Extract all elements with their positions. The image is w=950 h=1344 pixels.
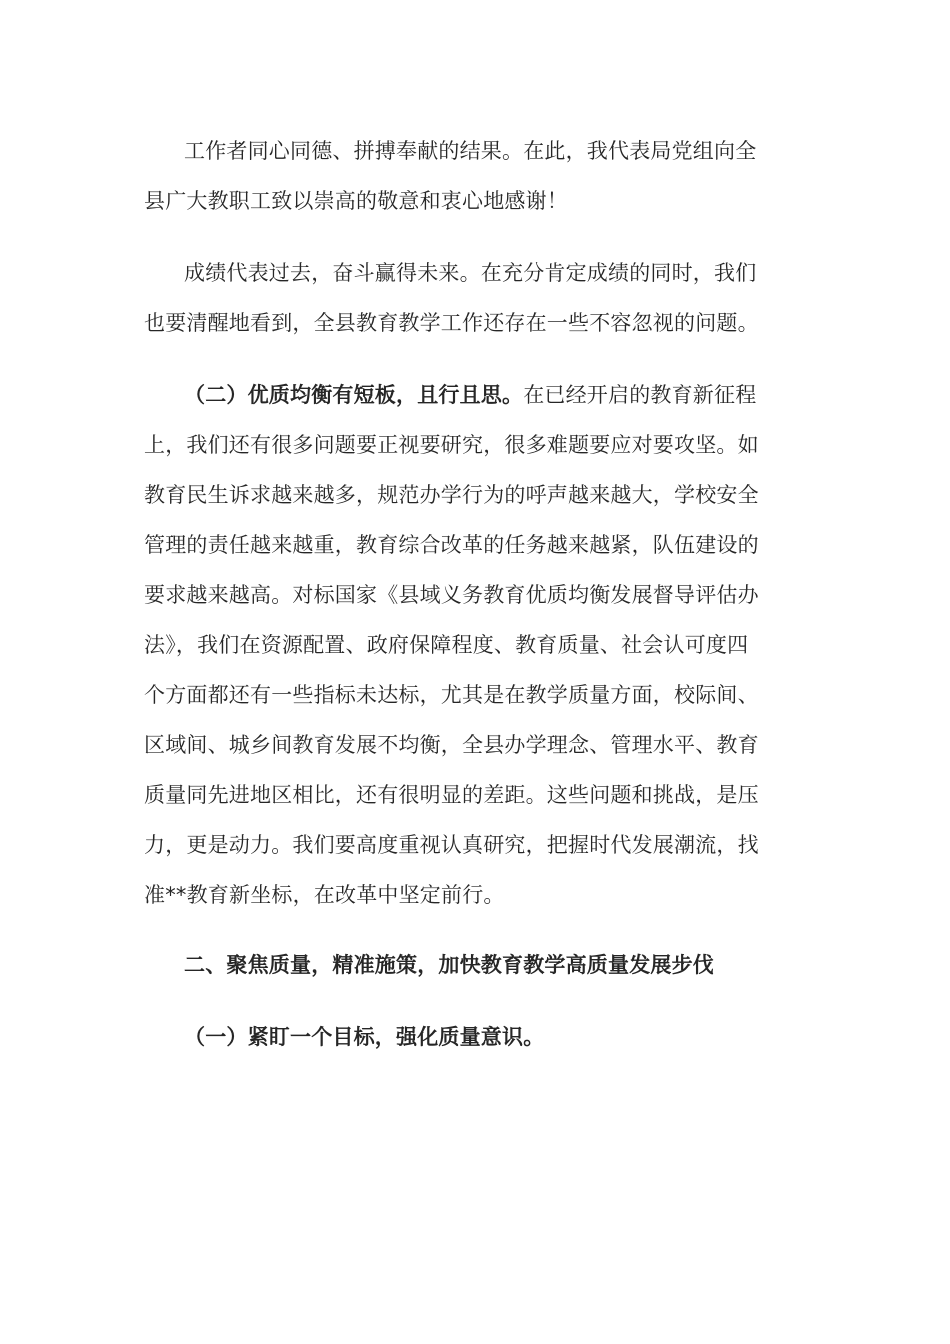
subsection-heading-1 <box>144 1012 806 1062</box>
paragraph-line: 要求越来越高。对标国家《县域义务教育优质均衡发展督导评估办 <box>144 583 759 607</box>
paragraph-line: 也要清醒地看到，全县教育教学工作还存在一些不容忽视的问题。 <box>144 311 759 335</box>
paragraph-line: 管理的责任越来越重，教育综合改革的任务越来越紧，队伍建设的 <box>144 533 759 557</box>
paragraph-quality-balance <box>144 370 806 920</box>
paragraph-line: 质量同先进地区相比，还有很明显的差距。这些问题和挑战，是压 <box>144 783 759 807</box>
paragraph-line: 个方面都还有一些指标未达标，尤其是在教学质量方面，校际间、 <box>144 683 759 707</box>
paragraph-problems-intro <box>144 248 806 348</box>
paragraph-line: 法》，我们在资源配置、政府保障程度、教育质量、社会认可度四 <box>144 633 749 657</box>
paragraph-line: 力，更是动力。我们要高度重视认真研究，把握时代发展潮流，找 <box>144 833 759 857</box>
paragraph-line: 上，我们还有很多问题要正视要研究，很多难题要应对要攻坚。如 <box>144 433 759 457</box>
paragraph-line: 成绩代表过去，奋斗赢得未来。在充分肯定成绩的同时，我们 <box>184 261 757 285</box>
paragraph-line <box>144 370 806 420</box>
paragraph-line: 县广大教职工致以崇高的敬意和衷心地感谢！ <box>144 189 568 213</box>
paragraph-line-rest: 在已经开启的教育新征程 <box>523 383 757 407</box>
paragraph-gratitude <box>144 126 806 226</box>
section-heading-text: 二、聚焦质量，精准施策，加快教育教学高质量发展步伐 <box>184 953 714 977</box>
subsection-heading-text: （一）紧盯一个目标，强化质量意识。 <box>184 1025 545 1049</box>
section-heading-2 <box>144 940 806 990</box>
paragraph-line: 工作者同心同德、拼搏奉献的结果。在此，我代表局党组向全 <box>184 139 757 163</box>
paragraph-line: 教育民生诉求越来越多，规范办学行为的呼声越来越大，学校安全 <box>144 483 759 507</box>
paragraph-line: 区域间、城乡间教育发展不均衡，全县办学理念、管理水平、教育 <box>144 733 759 757</box>
paragraph-lead-heading: （二）优质均衡有短板，且行且思。 <box>184 383 524 407</box>
paragraph-line: 准**教育新坐标，在改革中坚定前行。 <box>144 883 505 907</box>
